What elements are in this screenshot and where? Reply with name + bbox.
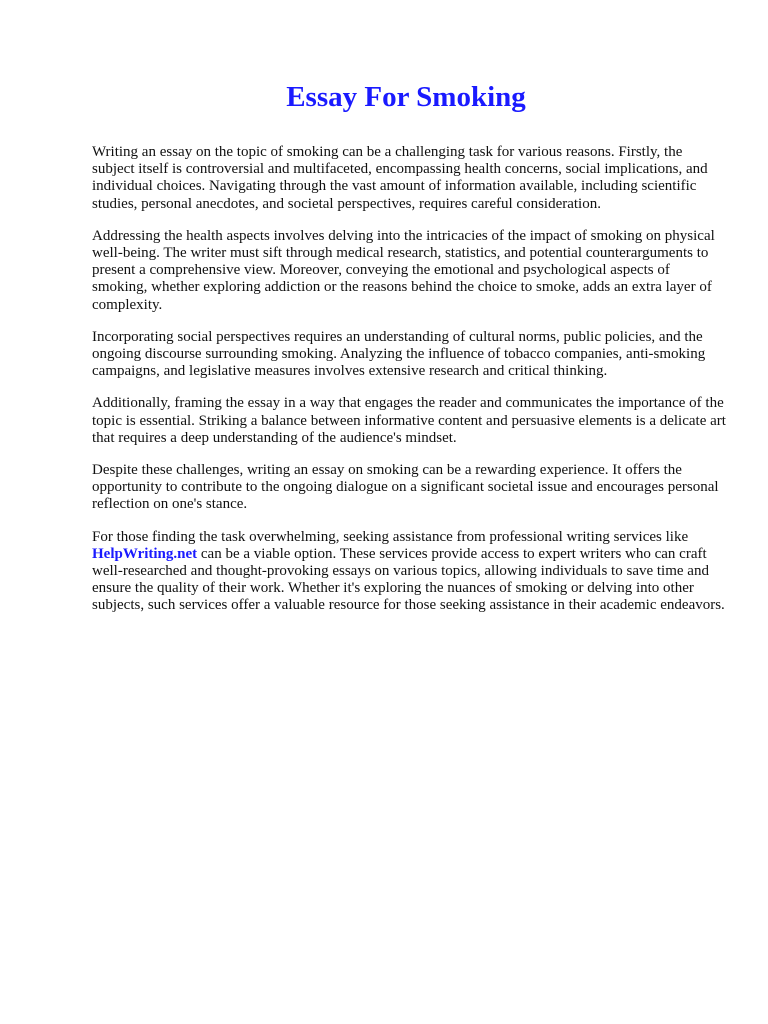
- paragraph-6-rest: can be a viable option. These services provide access to expert writers who can craft well-researched and thought-provoking essays on various topics, allowing individuals to save time and ensure the quality of their work. Whether it's exploring the nuances of smoking or delving into other subjects, such services offer a valuable resource for those seeking assistance in their academic endeavors.: [92, 545, 725, 614]
- document-body: [92, 144, 726, 630]
- paragraph-1: Writing an essay on the topic of smoking can be a challenging task for various reasons. Firstly, the subject itself is controversial and multifaceted, encompassing health concerns, social implications, and individual choices. Navigating through the vast amount of information available, including scientific studies, personal anecdotes, and societal perspectives, requires careful consideration.: [92, 144, 708, 212]
- page-title: Essay For Smoking: [286, 81, 526, 113]
- paragraph-2: Addressing the health aspects involves delving into the intricacies of the impact of smoking on physical well-being. The writer must sift through medical research, statistics, and potential counterarguments to present a comprehensive view. Moreover, conveying the emotional and psychological aspects of smoking, whether exploring addiction or the reasons behind the choice to smoke, adds an extra layer of complexity.: [92, 227, 715, 313]
- paragraph-4: Additionally, framing the essay in a way that engages the reader and communicates the importance of the topic is essential. Striking a balance between informative content and persuasive elements is a delicate art that requires a deep understanding of the audience's mindset.: [92, 395, 726, 446]
- paragraph-6: [92, 529, 726, 615]
- paragraph-3: Incorporating social perspectives requires an understanding of cultural norms, public policies, and the ongoing discourse surrounding smoking. Analyzing the influence of tobacco companies, anti-smoking campaigns, and legislative measures involves extensive research and critical thinking.: [92, 328, 706, 380]
- paragraph-5: Despite these challenges, writing an essay on smoking can be a rewarding experience. It offers the opportunity to contribute to the ongoing dialogue on a significant societal issue and encourages personal reflection on one's stance.: [92, 462, 719, 513]
- paragraph-6-intro: For those finding the task overwhelming, seeking assistance from professional writing services like: [92, 528, 689, 545]
- helpwriting-link[interactable]: HelpWriting.net: [92, 545, 198, 562]
